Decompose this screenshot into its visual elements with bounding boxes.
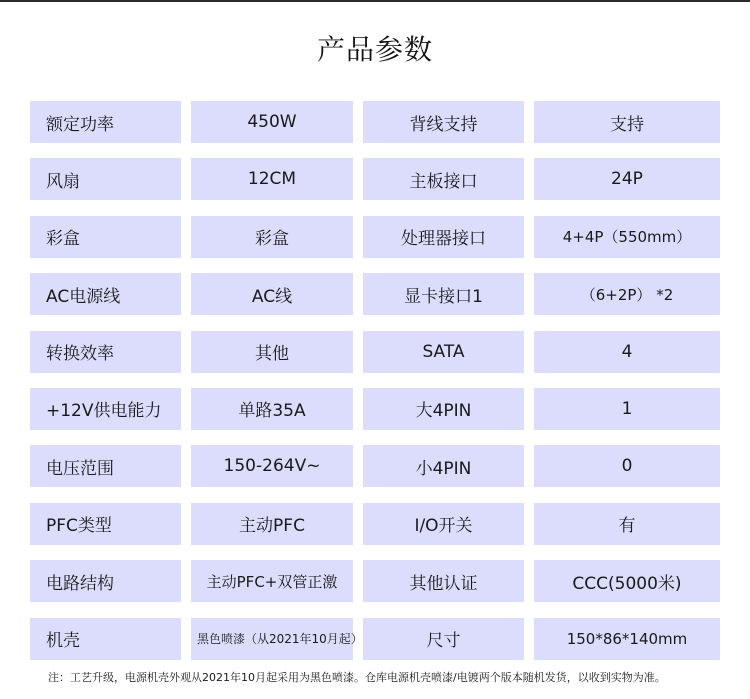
spec-row [30,445,720,487]
spec-value: 单路35A [191,388,353,430]
spec-value: 12CM [191,158,353,200]
spec-label: 电压范围 [30,445,181,487]
spec-value: 4+4P（550mm） [534,216,720,258]
spec-label: 主板接口 [363,158,524,200]
spec-row [30,560,720,602]
spec-value: AC线 [191,273,353,315]
spec-value: 4 [534,331,720,373]
spec-value: 主动PFC [191,503,353,545]
spec-label: 其他认证 [363,560,524,602]
spec-label: 小4PIN [363,445,524,487]
spec-value: 彩盒 [191,216,353,258]
spec-label: +12V供电能力 [30,388,181,430]
spec-label: SATA [363,331,524,373]
spec-row [30,331,720,373]
spec-value: CCC(5000米) [534,560,720,602]
spec-value: 主动PFC+双管正激 [191,560,353,602]
spec-label: 显卡接口1 [363,273,524,315]
spec-row [30,273,720,315]
spec-value: 黑色喷漆（从2021年10月起） [191,618,353,660]
spec-label: 机壳 [30,618,181,660]
spec-value: 450W [191,101,353,143]
spec-value: 150-264V~ [191,445,353,487]
spec-label: 额定功率 [30,101,181,143]
spec-label: 电路结构 [30,560,181,602]
spec-row [30,216,720,258]
page-title: 产品参数 [316,33,433,66]
spec-label: 处理器接口 [363,216,524,258]
spec-label: 风扇 [30,158,181,200]
spec-table [30,101,720,675]
spec-value: 24P [534,158,720,200]
spec-row [30,158,720,200]
spec-row [30,388,720,430]
footnote: 注：工艺升级，电源机壳外观从2021年10月起采用为黑色喷漆。仓库电源机壳喷漆/电镀两个版本随机发货，以收到实物为准。 [48,671,666,684]
spec-row [30,618,720,660]
spec-value: （6+2P） *2 [534,273,720,315]
spec-label: 彩盒 [30,216,181,258]
spec-row [30,101,720,143]
spec-label: 转换效率 [30,331,181,373]
spec-label: I/O开关 [363,503,524,545]
spec-label: 大4PIN [363,388,524,430]
spec-label: 尺寸 [363,618,524,660]
spec-row [30,503,720,545]
spec-value: 1 [534,388,720,430]
top-divider [0,0,750,2]
spec-label: AC电源线 [30,273,181,315]
spec-label: 背线支持 [363,101,524,143]
spec-value: 支持 [534,101,720,143]
spec-value: 其他 [191,331,353,373]
spec-label: PFC类型 [30,503,181,545]
spec-value: 0 [534,445,720,487]
spec-value: 有 [534,503,720,545]
spec-value: 150*86*140mm [534,618,720,660]
